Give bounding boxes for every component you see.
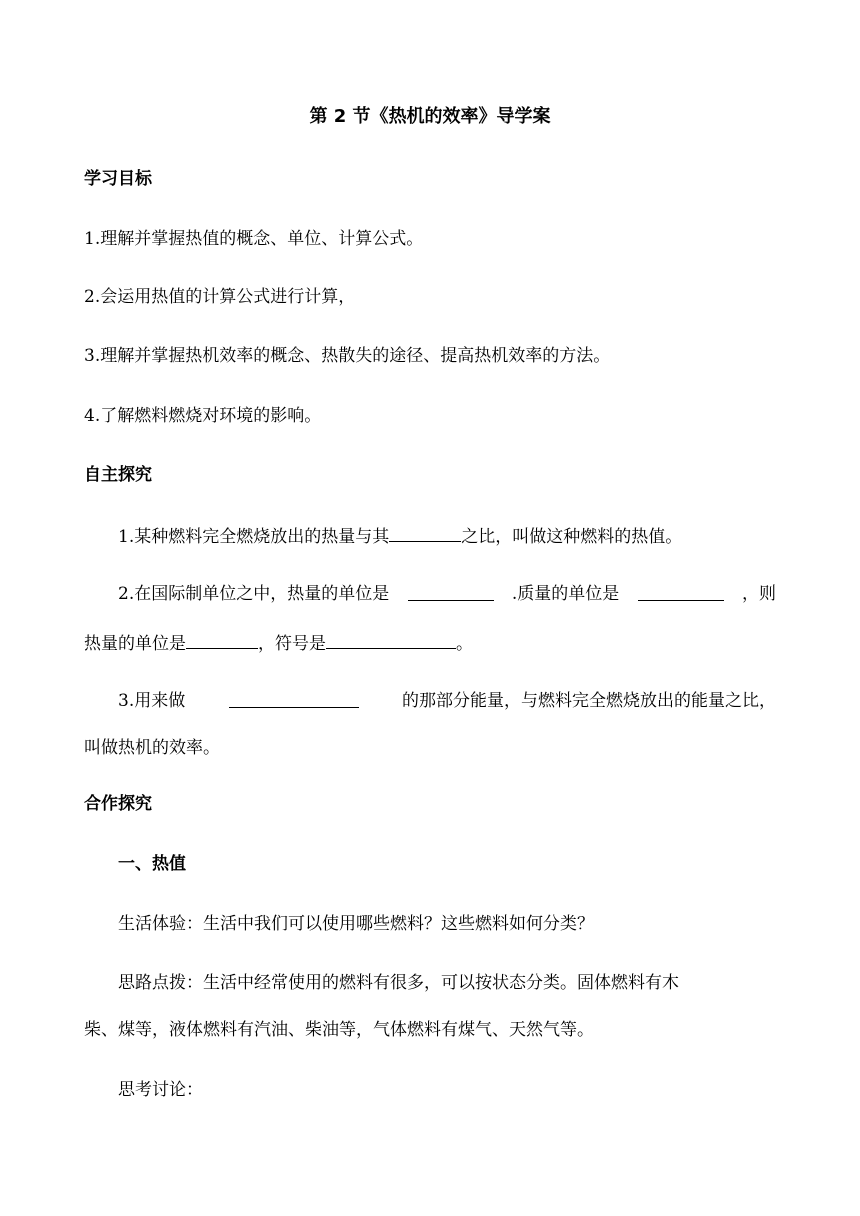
goal-item-3: 3.理解并掌握热机效率的概念、热散失的途径、提高热机效率的方法。	[84, 346, 611, 366]
question-2-text-e: ，符号是	[258, 634, 326, 654]
question-2-line-2	[84, 631, 473, 655]
discussion-label: 思考讨论：	[118, 1080, 203, 1100]
fill-blank[interactable]	[186, 631, 258, 649]
section-heading-self-study: 自主探究	[84, 465, 152, 485]
question-1	[118, 524, 682, 548]
fill-blank[interactable]	[638, 583, 724, 601]
fill-blank[interactable]	[229, 690, 359, 708]
hint-line-2: 柴、煤等，液体燃料有汽油、柴油等，气体燃料有煤气、天然气等。	[84, 1020, 594, 1040]
subsection-heading-heat-value: 一、热值	[118, 854, 186, 874]
fill-blank[interactable]	[408, 583, 494, 601]
goal-item-4: 4.了解燃料燃烧对环境的影响。	[84, 406, 322, 426]
fill-blank[interactable]	[389, 524, 461, 542]
hint-line-1: 思路点拨：生活中经常使用的燃料有很多，可以按状态分类。固体燃料有木	[118, 973, 679, 993]
question-1-text-b: 之比，叫做这种燃料的热值。	[461, 527, 683, 547]
life-experience-text: 生活体验：生活中我们可以使用哪些燃料？这些燃料如何分类？	[118, 914, 594, 934]
fill-blank[interactable]	[326, 631, 456, 649]
question-3-text-b: 的那部分能量，与燃料完全燃烧放出的能量之比，	[401, 691, 776, 711]
question-3-line-2: 叫做热机的效率。	[84, 738, 220, 758]
question-2-text-f: 。	[456, 634, 473, 654]
question-2-text-d: 热量的单位是	[84, 634, 186, 654]
question-3-text-a: 3.用来做	[118, 691, 186, 711]
section-heading-coop: 合作探究	[84, 794, 152, 814]
document-title: 第 2 节《热机的效率》导学案	[309, 106, 551, 127]
section-heading-goals: 学习目标	[84, 169, 152, 189]
goal-item-2: 2.会运用热值的计算公式进行计算，	[84, 287, 356, 307]
question-1-text-a: 1.某种燃料完全燃烧放出的热量与其	[118, 527, 390, 547]
question-2-text-c: ，则	[741, 584, 776, 604]
goal-item-1: 1.理解并掌握热值的概念、单位、计算公式。	[84, 229, 424, 249]
question-2-text-b: .质量的单位是	[511, 584, 620, 604]
question-2-text-a: 2.在国际制单位之中，热量的单位是	[118, 584, 390, 604]
question-2-line-1	[118, 583, 776, 605]
question-3-line-1	[118, 690, 776, 712]
